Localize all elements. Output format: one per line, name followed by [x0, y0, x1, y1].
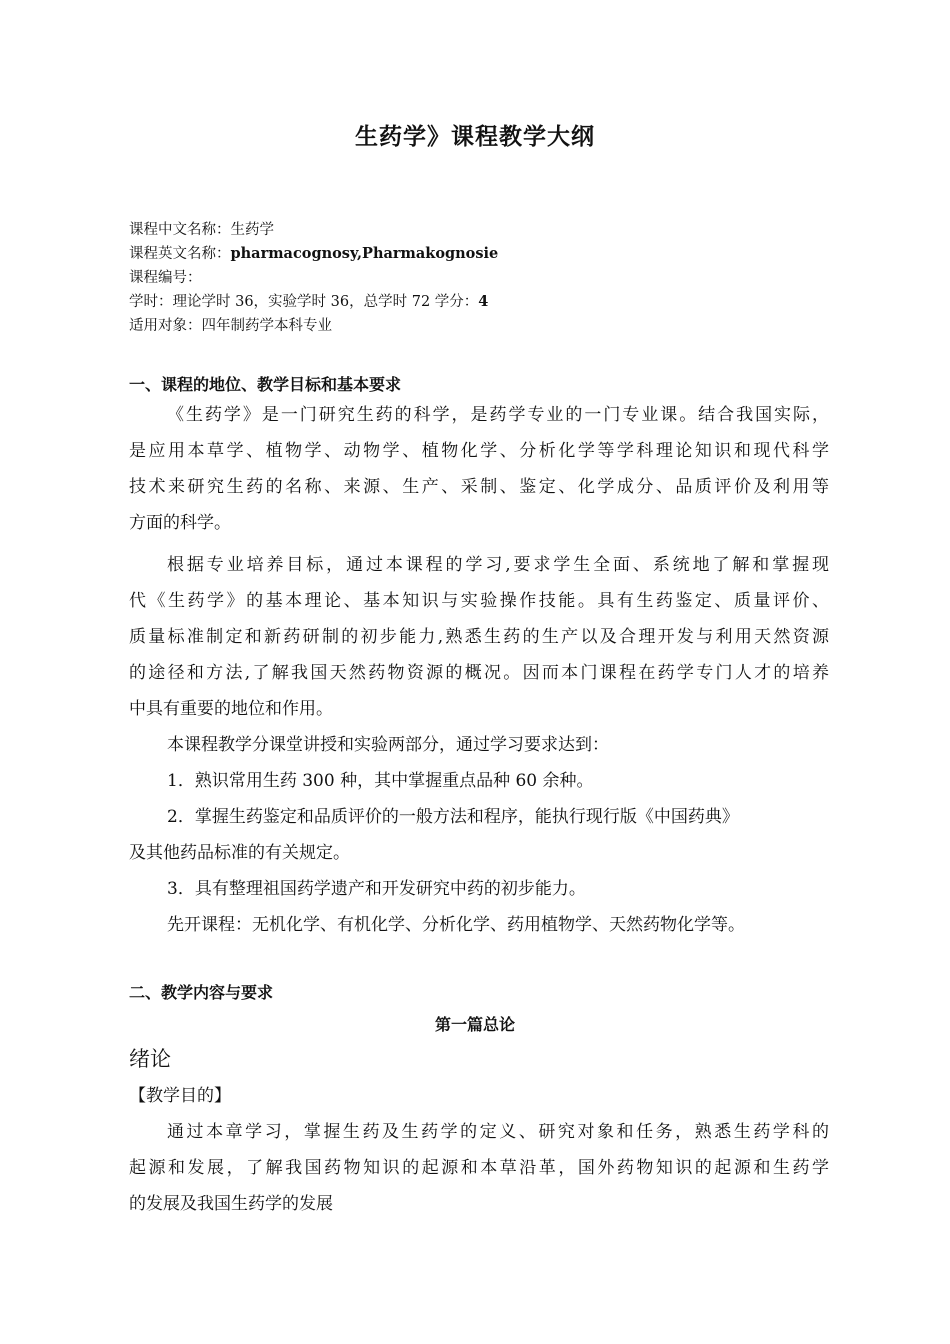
course-cn-name: 课程中文名称：生药学: [129, 222, 274, 238]
objective-label: 【教学目的】: [129, 1086, 231, 1106]
para1-line: 方面的科学。: [129, 513, 231, 533]
para1-line: 《生药学》是一门研究生药的科学，是药学专业的一门专业课。结合我国实际，: [167, 405, 829, 425]
course-hours-text: 学时：理论学时 36，实验学时 36，总学时 72 学分：: [129, 294, 479, 310]
document-title: 生药学》课程教学大纲: [355, 124, 595, 150]
course-en-name-label: 课程英文名称：: [129, 246, 231, 262]
requirement-item-3: 3．具有整理祖国药学遗产和开发研究中药的初步能力。: [167, 879, 586, 899]
part-heading: 第一篇总论: [434, 1015, 515, 1034]
para1-line: 技术来研究生药的名称、来源、生产、采制、鉴定、化学成分、品质评价及利用等: [129, 477, 829, 497]
course-credits: 4: [478, 293, 489, 310]
chapter-heading: 绪论: [129, 1047, 171, 1071]
para2-line: 代《生药学》的基本理论、基本知识与实验操作技能。具有生药鉴定、质量评价、: [129, 591, 829, 611]
objective-line: 的发展及我国生药学的发展: [129, 1194, 333, 1214]
requirement-item-2-cont: 及其他药品标准的有关规定。: [129, 843, 350, 863]
para2-line: 中具有重要的地位和作用。: [129, 699, 333, 719]
section1-heading: 一、课程的地位、教学目标和基本要求: [129, 375, 402, 394]
course-en-name: [129, 242, 498, 266]
course-en-name-value: pharmacognosy,Pharmakognosie: [230, 245, 499, 262]
course-info: [129, 218, 498, 338]
course-hours: [129, 290, 498, 314]
para1-line: 是应用本草学、植物学、动物学、植物化学、分析化学等学科理论知识和现代科学: [129, 441, 829, 461]
para2-line: 根据专业培养目标，通过本课程的学习,要求学生全面、系统地了解和掌握现: [167, 555, 829, 575]
requirement-item-2: 2．掌握生药鉴定和品质评价的一般方法和程序，能执行现行版《中国药典》: [167, 807, 739, 827]
para2-line: 质量标准制定和新药研制的初步能力,熟悉生药的生产以及合理开发与利用天然资源: [129, 627, 829, 647]
requirement-item-1: 1．熟识常用生药 300 种，其中掌握重点品种 60 余种。: [167, 771, 594, 791]
section2-body: [129, 1078, 829, 1222]
section2-heading: 二、教学内容与要求: [129, 983, 274, 1002]
course-code: 课程编号：: [129, 270, 202, 286]
prerequisites: 先开课程：无机化学、有机化学、分析化学、药用植物学、天然药物化学等。: [167, 915, 745, 935]
para3: 本课程教学分课堂讲授和实验两部分，通过学习要求达到：: [167, 735, 609, 755]
para2-line: 的途径和方法,了解我国天然药物资源的概况。因而本门课程在药学专门人才的培养: [129, 663, 829, 683]
objective-line: 通过本章学习，掌握生药及生药学的定义、研究对象和任务，熟悉生药学科的: [167, 1122, 829, 1142]
course-audience: 适用对象：四年制药学本科专业: [129, 318, 332, 334]
section1-body: [129, 397, 829, 943]
objective-line: 起源和发展，了解我国药物知识的起源和本草沿革，国外药物知识的起源和生药学: [129, 1158, 829, 1178]
